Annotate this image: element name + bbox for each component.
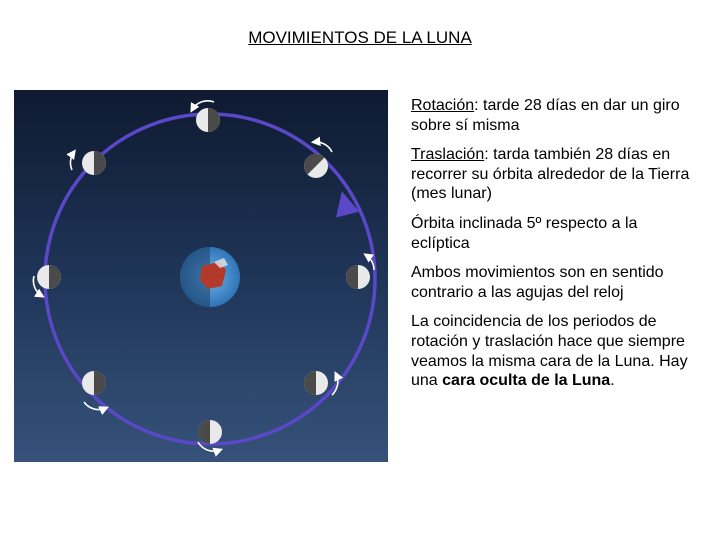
rotation-paragraph <box>411 96 696 135</box>
orbit-inclination-paragraph: Órbita inclinada 5º respecto a la eclíptica <box>411 214 638 252</box>
translation-paragraph <box>411 145 696 204</box>
moon-orbit-diagram <box>14 90 388 462</box>
rotation-term: Rotación <box>411 97 475 114</box>
moon-top <box>196 108 220 132</box>
hidden-face-intro: La coincidencia de los periodos de rotación y traslación hace que siempre veamos la misma cara de la Luna. Hay una <box>411 313 688 390</box>
hidden-face-end: . <box>610 372 615 390</box>
translation-term: Traslación <box>411 146 485 164</box>
moon-right <box>346 265 370 289</box>
orbit-direction-arrow <box>344 200 345 215</box>
moon-bottom-right <box>304 371 328 395</box>
hidden-face-term: cara oculta de la Luna <box>442 372 611 390</box>
explanation-text <box>411 96 696 401</box>
moon-left <box>37 265 61 289</box>
direction-paragraph: Ambos movimientos son en sentido contrario a las agujas del reloj <box>411 264 664 301</box>
translation-description: : tarda también 28 días en recorrer su órbita alrededor de la Tierra (mes lunar) <box>411 146 690 203</box>
moon-bottom <box>198 420 222 444</box>
hidden-face-paragraph <box>411 312 696 390</box>
moon-top-left <box>82 151 106 175</box>
moon-top-right <box>304 154 328 178</box>
rotation-description: : tarde 28 días en dar un giro sobre sí misma <box>411 97 680 134</box>
earth <box>180 247 240 307</box>
slide-title: MOVIMIENTOS DE LA LUNA <box>248 28 472 47</box>
moon-bottom-left <box>82 371 106 395</box>
